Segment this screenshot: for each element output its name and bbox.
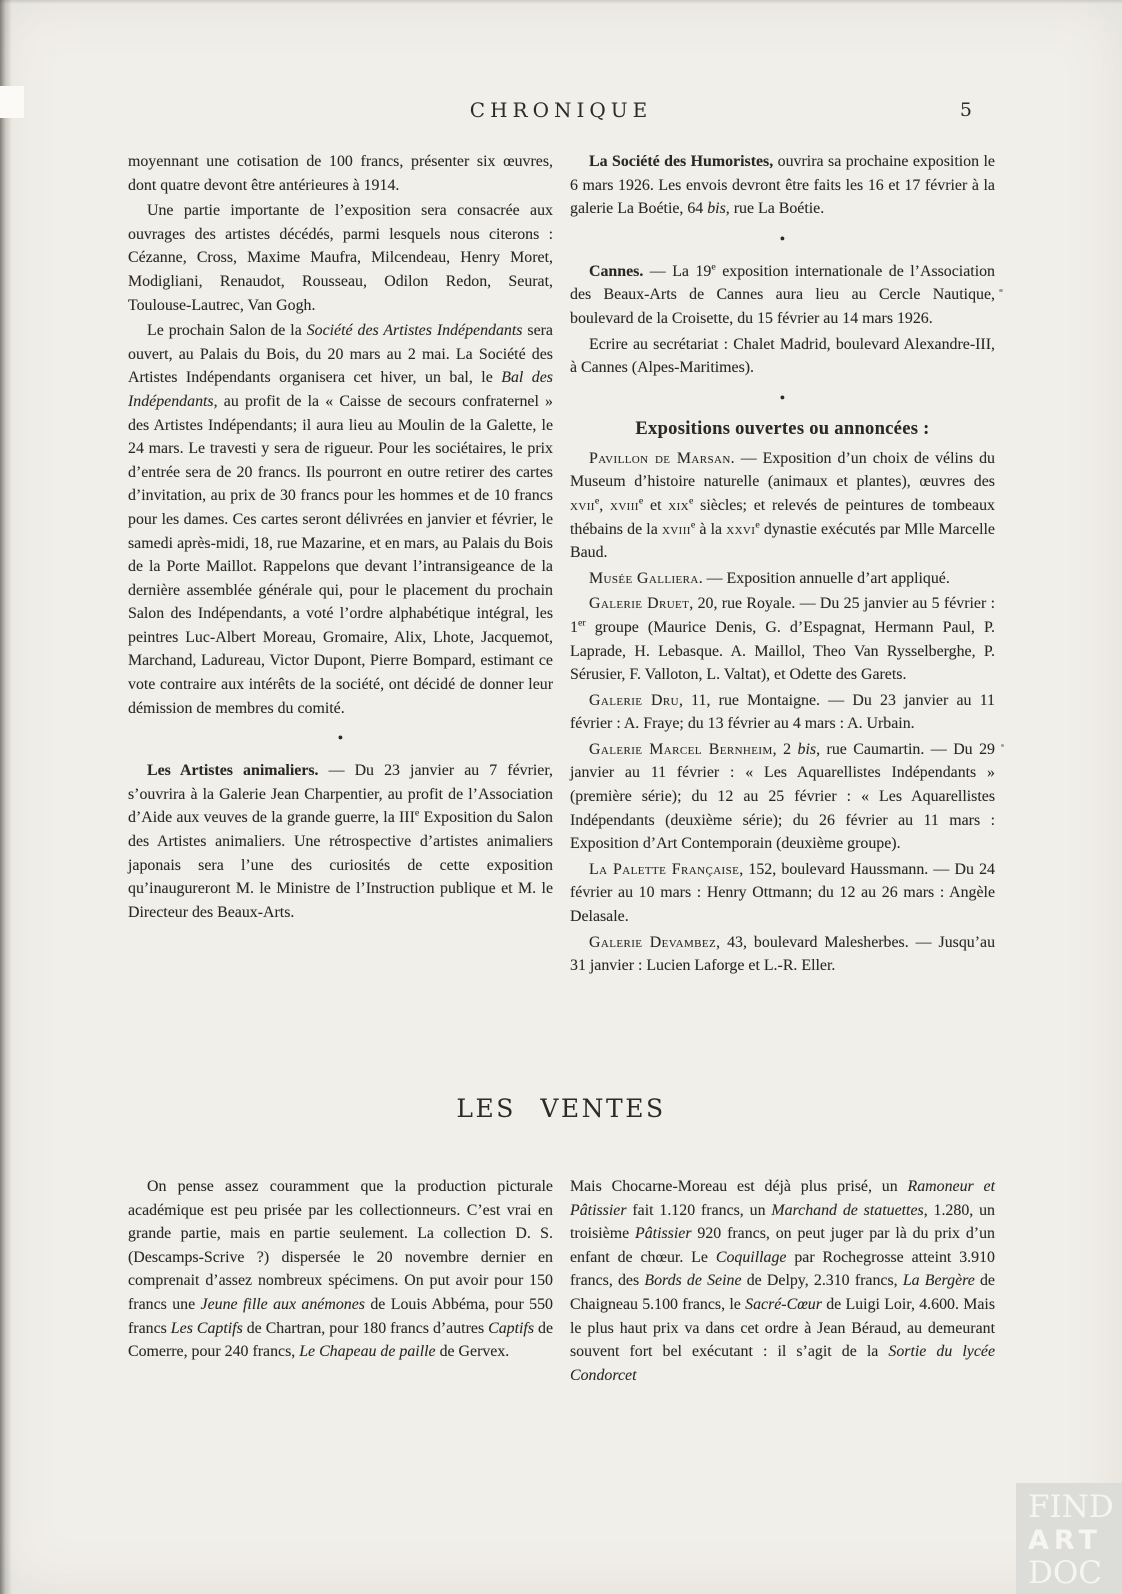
paragraph: Galerie Devambez, 43, boulevard Malesherbes. — Jusqu’au 31 janvier : Lucien Laforge et L.-R. Eller. <box>570 933 996 975</box>
watermark-line: FIND <box>1028 1489 1114 1525</box>
section-separator-bullet: ● <box>779 232 786 243</box>
page-number: 5 <box>959 99 972 121</box>
paragraph: La Société des Humoristes, ouvrira sa prochaine exposition le 6 mars 1926. Les envois devront être faits les 16 et 17 février à la galerie La Boétie, 64 bis, rue La Boétie. <box>570 153 995 218</box>
chronique-right-column <box>570 150 995 980</box>
ventes-left-column <box>128 1175 553 1389</box>
paragraph: Musée Galliera. — Exposition annuelle d’art appliqué. <box>589 569 950 587</box>
watermark-line: ART <box>1028 1525 1102 1556</box>
scan-speck <box>999 289 1003 292</box>
paragraph: Pavillon de Marsan. — Exposition d’un choix de vélins du Museum d’histoire naturelle (animaux et plantes), œuvres des xvii$^e$, xviii$^e$ et xix$^e$ siècles; et relevés de peintures de tombeaux thébains de la xviii$^e$ à la xxvi$^e$ dynastie exécutés par Mlle Marcelle Baud. <box>570 449 996 562</box>
ventes-columns <box>0 1175 1122 1389</box>
ventes-heading: LES VENTES <box>456 1094 666 1123</box>
section-separator-bullet: ● <box>779 391 786 402</box>
ventes-section <box>0 1094 1122 1389</box>
paragraph: Galerie Marcel Bernheim, 2 bis, rue Caumartin. — Du 29 janvier au 11 février : « Les Aquarellistes Indépendants » (première série); du 12 au 25 février : « Les Aquarellistes Indépendants (deuxième série); du 26 février au 11 mars : Exposition d’Art Contemporain (deuxième groupe). <box>570 740 995 853</box>
running-head <box>0 98 1122 128</box>
paragraph: Mais Chocarne-Moreau est déjà plus prisé, un Ramoneur et Pâtissier fait 1.120 francs, un Marchand de statuettes, 1.280, un troisième Pâtissier 920 francs, on peut juger par là du prix d’un enfant de chœur. Le Coquillage par Rochegrosse atteint 3.910 francs, des Bords de Seine de Delpy, 2.310 francs, La Bergère de Chaigneau 5.100 francs, le Sacré-Cœur de Luigi Loir, 4.600. Mais le plus haut prix va dans cet ordre à Jean Béraud, au demeurant souvent fort bel exécutant : il s’agit de la Sortie du lycée Condorcet <box>570 1178 996 1384</box>
paragraph: La Palette Française, 152, boulevard Haussmann. — Du 24 février au 10 mars : Henry Ottmann; du 12 au 26 mars : Angèle Delasale. <box>570 860 995 926</box>
paragraph: Galerie Dru, 11, rue Montaigne. — Du 23 janvier au 11 février : A. Fraye; du 13 février au 4 mars : A. Urbain. <box>570 691 995 733</box>
paragraph: On pense assez couramment que la production picturale académique est peu prisée par les collectionneurs. C’est vrai en grande partie, mais en partie seulement. La collection D. S. (Descamps-Scrive ?) dispersée le 20 novembre dernier en comprenait d’assez nombreux spécimens. On put avoir pour 150 francs une Jeune fille aux anémones de Louis Abbéma, pour 550 francs Les Captifs de Chartran, pour 180 francs d’autres Captifs de Comerre, pour 240 francs, Le Chapeau de paille de Gervex. <box>128 1178 554 1361</box>
findartdoc-watermark <box>1016 1483 1122 1594</box>
watermark-line: DOC <box>1028 1555 1102 1591</box>
paragraph: Galerie Druet, 20, rue Royale. — Du 25 janvier au 5 février : 1er groupe (Maurice Denis, G. d’Espagnat, Hermann Paul, P. Laprade, H. Lebasque. A. Maillol, Theo Van Rysselberghe, P. Sérusier, F. Valloton, L. Valtat), et Odette des Garets. <box>570 595 995 684</box>
paragraph: moyennant une cotisation de 100 francs, présenter six œuvres, dont quatre devont être antérieures à 1914. <box>128 153 553 194</box>
paragraph: Cannes. — La 19e exposition internationale de l’Association des Beaux-Arts de Cannes aura lieu au Cercle Nautique, boulevard de la Croisette, du 15 février au 14 mars 1926. <box>570 261 995 327</box>
paragraph: Le prochain Salon de la Société des Artistes Indépendants sera ouvert, au Palais du Bois, du 20 mars au 2 mai. La Société des Artistes Indépendants organisera cet hiver, un bal, le Bal des Indépendants, au profit de la « Caisse de secours confraternel » des Artistes Indépendants; il aura lieu au Moulin de la Galette, le 24 mars. Le travesti y sera de rigueur. Pour les sociétaires, le prix d’entrée sera de 20 francs. Ils pourront en outre retirer des cartes d’invitation, au prix de 30 francs pour les hommes et de 10 francs pour les dames. Ces cartes seront délivrées en janvier et février, le samedi après-midi, 18, rue Mazarine, et en mars, au Palais du Bois de la Porte Maillot. Rappelons que devant l’intransigeance de la dernière assemblée générale qui, pour le placement du prochain Salon des Indépendants, a voté l’ordre alphabétique intégral, les peintres Luc-Albert Moreau, Gromaire, Alix, Lhote, Jacquemot, Marchand, Ladureau, Victor Dupont, Pierre Bompard, estimant ce vote contraire aux intérêts de la société, ont décidé de donner leur démission de membres du comité. <box>128 322 553 717</box>
paragraph: Une partie importante de l’exposition sera consacrée aux ouvrages des artistes décédés, parmi lesquels nous citerons : Cézanne, Cross, Maxime Maufra, Milcendeau, Henry Moret, Modigliani, Renaudot, Rousseau, Odilon Redon, Seurat, Toulouse-Lautrec, Van Gogh. <box>128 202 553 314</box>
section-separator-bullet: ● <box>337 732 344 743</box>
chronique-left-column <box>128 150 553 980</box>
paragraph: Ecrire au secrétariat : Chalet Madrid, boulevard Alexandre-III, à Cannes (Alpes-Maritimes). <box>570 335 995 377</box>
ventes-right-column <box>570 1175 995 1389</box>
scan-speck <box>1001 744 1004 747</box>
paragraph: Les Artistes animaliers. — Du 23 janvier au 7 février, s’ouvrira à la Galerie Jean Charpentier, au profit de l’Association d’Aide aux veuves de la grande guerre, la IIIe Exposition du Salon des Artistes animaliers. Une rétrospective d’artistes animaliers japonais sera l’une des curiosités de cette exposition qu’inaugureront M. le Ministre de l’Instruction publique et M. le Directeur des Beaux-Arts. <box>128 762 553 921</box>
running-title: CHRONIQUE <box>469 98 653 122</box>
subsection-heading: Expositions ouvertes ou annoncées : <box>635 418 930 439</box>
